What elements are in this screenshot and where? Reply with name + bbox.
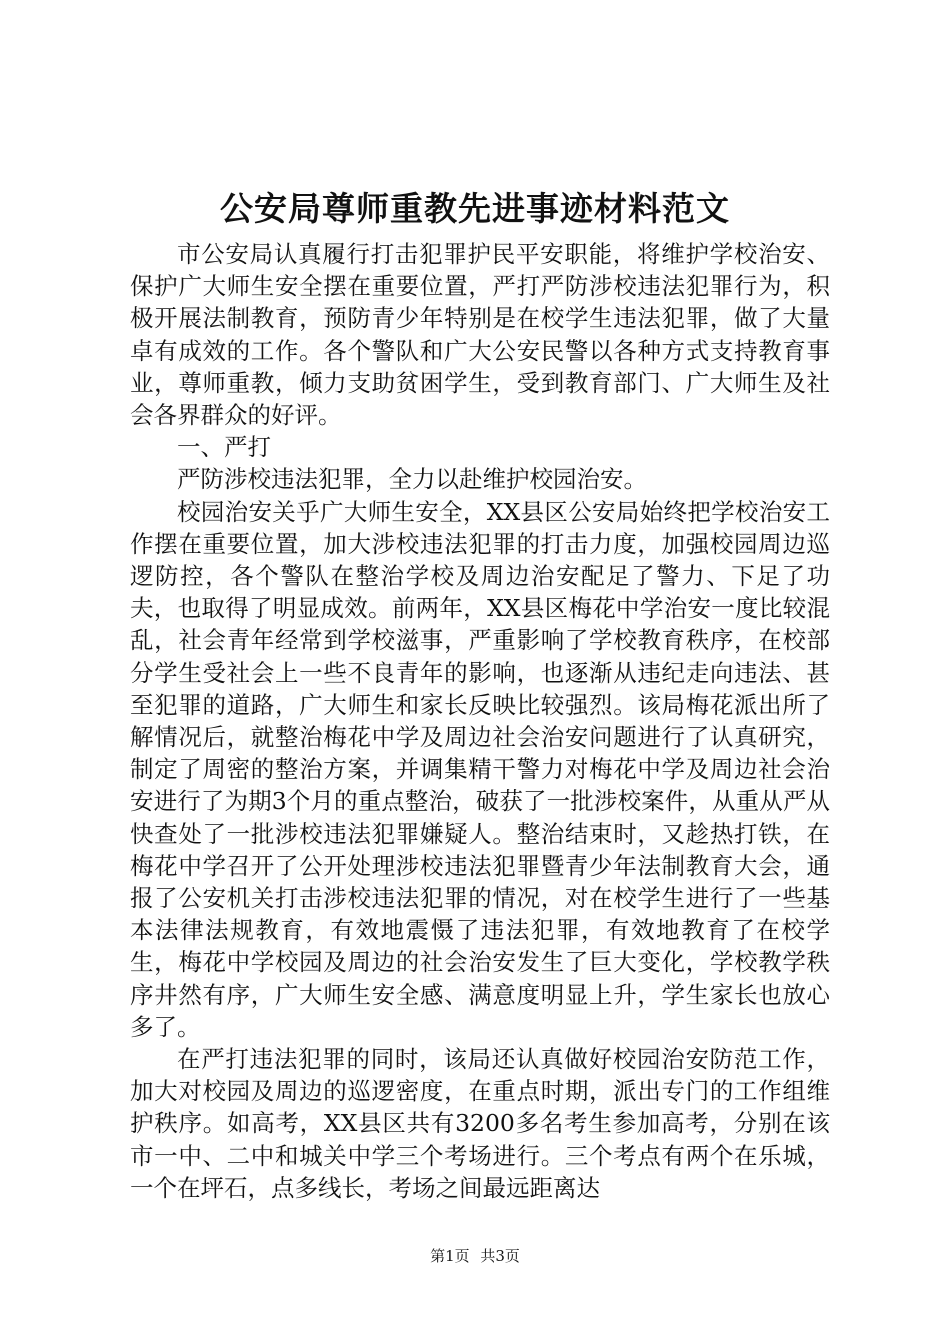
section-subheading: 严防涉校违法犯罪，全力以赴维护校园治安。: [177, 465, 647, 494]
paragraph-prevention: 在严打违法犯罪的同时，该局还认真做好校园治安防范工作，加大对校园及周边的巡逻密度，在重点时期，派出专门的工作组维护秩序。如高考，XX县区共有3200多名考生参加高考，分别在该市一中、二中和城关中学三个考场进行。三个考点有两个在乐城，一个在坪石，点多线长，考场之间最远距离达: [130, 1045, 830, 1202]
page-total: 共3页: [480, 1247, 520, 1265]
paragraph-intro: 市公安局认真履行打击犯罪护民平安职能，将维护学校治安、保护广大师生安全摆在重要位置，严打严防涉校违法犯罪行为，积极开展法制教育，预防青少年特别是在校学生违法犯罪，做了大量卓有成效的工作。各个警队和广大公安民警以各种方式支持教育事业，尊师重教，倾力支助贫困学生，受到教育部门、广大师生及社会各界群众的好评。: [130, 240, 830, 430]
document-title: 公安局尊师重教先进事迹材料范文: [220, 189, 730, 228]
paragraph-campus-security: 校园治安关乎广大师生安全，XX县区公安局始终把学校治安工作摆在重要位置，加大涉校违法犯罪的打击力度，加强校园周边巡逻防控，各个警队在整治学校及周边治安配足了警力、下足了功夫，也取得了明显成效。前两年，XX县区梅花中学治安一度比较混乱，社会青年经常到学校滋事，严重影响了学校教育秩序，在校部分学生受社会上一些不良青年的影响，也逐渐从违纪走向违法、甚至犯罪的道路，广大师生和家长反映比较强烈。该局梅花派出所了解情况后，就整治梅花中学及周边社会治安问题进行了认真研究，制定了周密的整治方案，并调集精干警力对梅花中学及周边社会治安进行了为期3个月的重点整治，破获了一批涉校案件，从重从严从快查处了一批涉校违法犯罪嫌疑人。整治结束时，又趁热打铁，在梅花中学召开了公开处理涉校违法犯罪暨青少年法制教育大会，通报了公安机关打击涉校违法犯罪的情况，对在校学生进行了一些基本法律法规教育，有效地震慑了违法犯罪，有效地教育了在校学生，梅花中学校园及周边的社会治安发生了巨大变化，学校教学秩序井然有序，广大师生安全感、满意度明显上升，学生家长也放心多了。: [130, 497, 830, 1041]
document-body: [130, 238, 830, 1204]
section-heading: 一、严打: [177, 433, 271, 462]
page-number: 第1页: [430, 1247, 470, 1265]
page-footer: [0, 1246, 950, 1266]
